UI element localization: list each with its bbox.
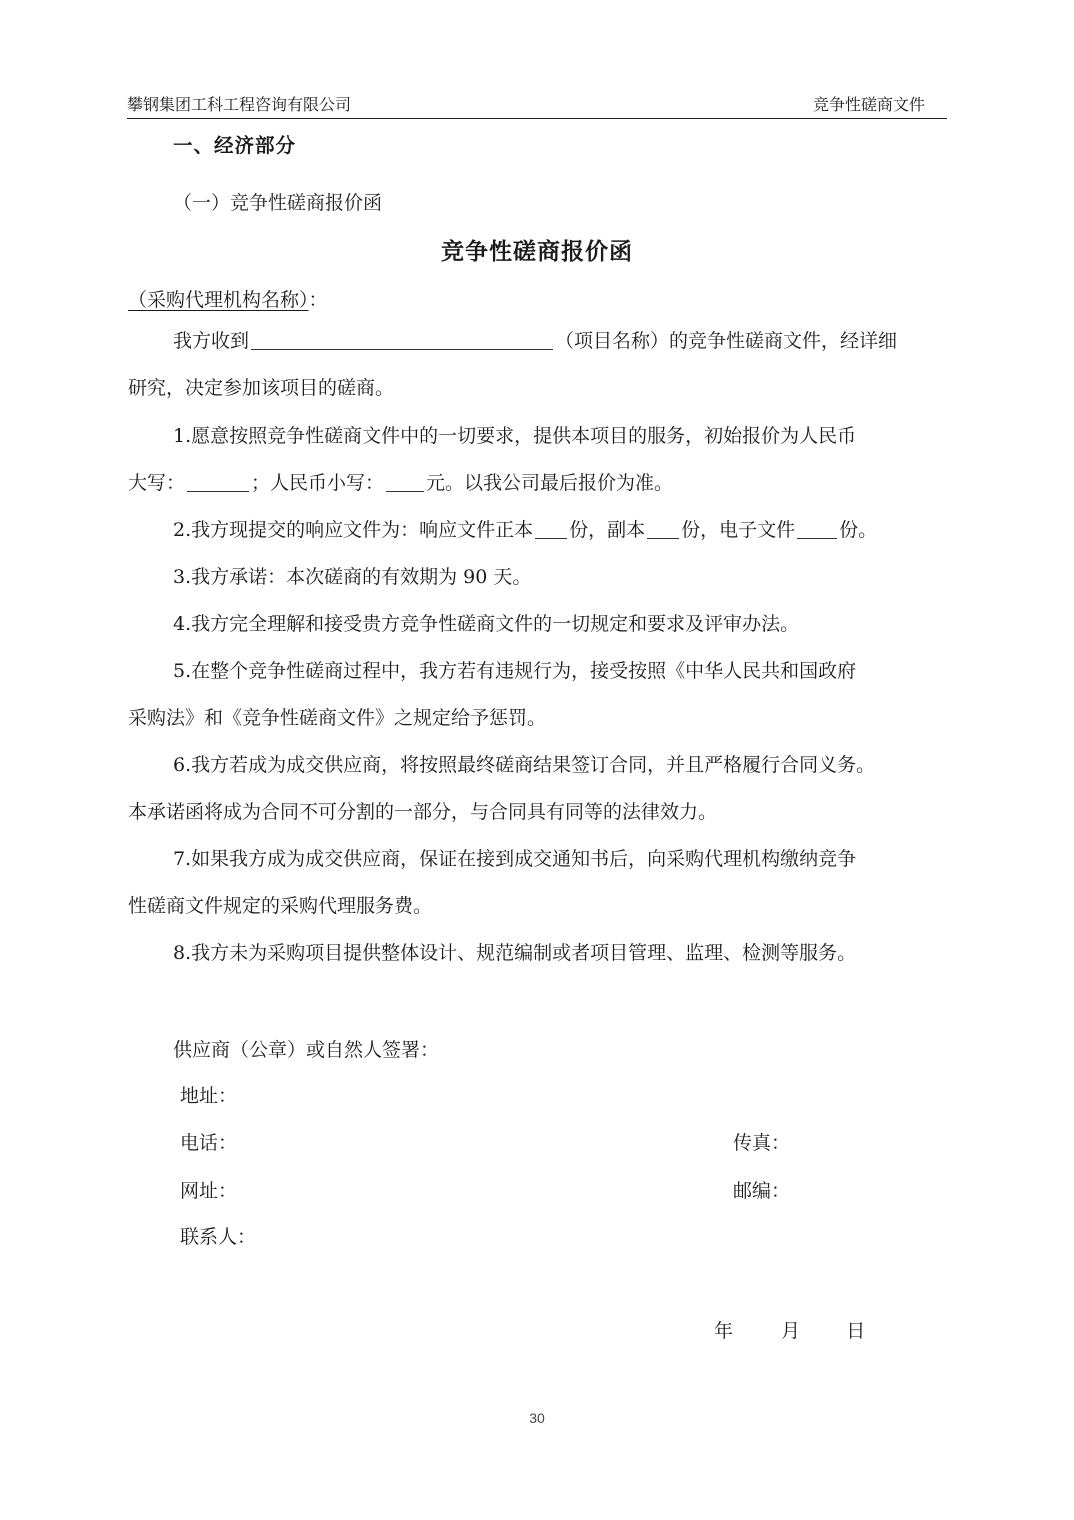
fax-label: 传真： [733,1132,791,1154]
item-6-line-1: 6.我方若成为成交供应商，将按照最终磋商结果签订合同，并且严格履行合同义务。 [173,754,876,776]
item-7-line-2: 性磋商文件规定的采购代理服务费。 [128,895,433,917]
page-header [127,88,947,119]
website-label: 网址： [180,1180,238,1202]
section-subtitle: （一）竞争性磋商报价函 [173,192,383,214]
item-1-line-1: 1.愿意按照竞争性磋商文件中的一切要求，提供本项目的服务，初始报价为人民币 [173,425,857,447]
item-2 [173,518,877,542]
address-label: 地址： [180,1085,238,1107]
supplier-signature-label: 供应商（公章）或自然人签署： [173,1039,440,1061]
item-2-part-2: 份，副本 [569,519,646,541]
date-line [714,1316,865,1343]
header-doc-type: 竞争性磋商文件 [812,95,925,114]
postcode-label: 邮编： [733,1180,791,1202]
intro-line-1 [173,329,897,353]
intro-suffix: （项目名称）的竞争性磋商文件，经详细 [555,330,898,352]
recipient-name: （采购代理机构名称） [128,289,309,311]
price-upper-blank[interactable] [187,471,249,492]
item-8: 8.我方未为采购项目提供整体设计、规范编制或者项目管理、监理、检测等服务。 [173,942,857,964]
intro-prefix: 我方收到 [173,330,250,352]
item-1-lower-label: ；人民币小写： [251,472,385,494]
item-2-part-4: 份。 [839,519,878,541]
date-month: 月 [781,1320,801,1342]
electronic-count-blank[interactable] [797,518,837,539]
recipient-colon: ： [308,289,328,311]
item-1-line-2 [128,471,673,495]
header-company: 攀钢集团工科工程咨询有限公司 [127,95,352,114]
page-number: 30 [529,1410,545,1426]
intro-line-2: 研究，决定参加该项目的磋商。 [128,377,395,399]
item-2-part-1: 2.我方现提交的响应文件为：响应文件正本 [173,519,534,541]
date-year: 年 [714,1320,734,1342]
item-5-line-2: 采购法》和《竞争性磋商文件》之规定给予惩罚。 [128,707,547,729]
letter-title: 竞争性磋商报价函 [441,238,633,265]
copy-count-blank[interactable] [647,518,679,539]
phone-label: 电话： [180,1132,238,1154]
contact-label: 联系人： [180,1226,257,1248]
original-count-blank[interactable] [535,518,567,539]
item-6-line-2: 本承诺函将成为合同不可分割的一部分，与合同具有同等的法律效力。 [128,801,718,823]
item-7-line-1: 7.如果我方成为成交供应商，保证在接到成交通知书后，向采购代理机构缴纳竞争 [173,848,857,870]
item-4: 4.我方完全理解和接受贵方竞争性磋商文件的一切规定和要求及评审办法。 [173,613,800,635]
project-name-blank[interactable] [251,329,553,350]
section-title: 一、经济部分 [173,134,297,157]
item-1-upper-label: 大写： [128,472,186,494]
item-1-tail: 元。以我公司最后报价为准。 [426,472,674,494]
price-lower-blank[interactable] [386,471,424,492]
item-5-line-1: 5.在整个竞争性磋商过程中，我方若有违规行为，接受按照《中华人民共和国政府 [173,660,857,682]
date-day: 日 [846,1320,866,1342]
item-3: 3.我方承诺：本次磋商的有效期为 90 天。 [173,566,532,588]
item-2-part-3: 份，电子文件 [681,519,796,541]
recipient-line [128,285,328,312]
